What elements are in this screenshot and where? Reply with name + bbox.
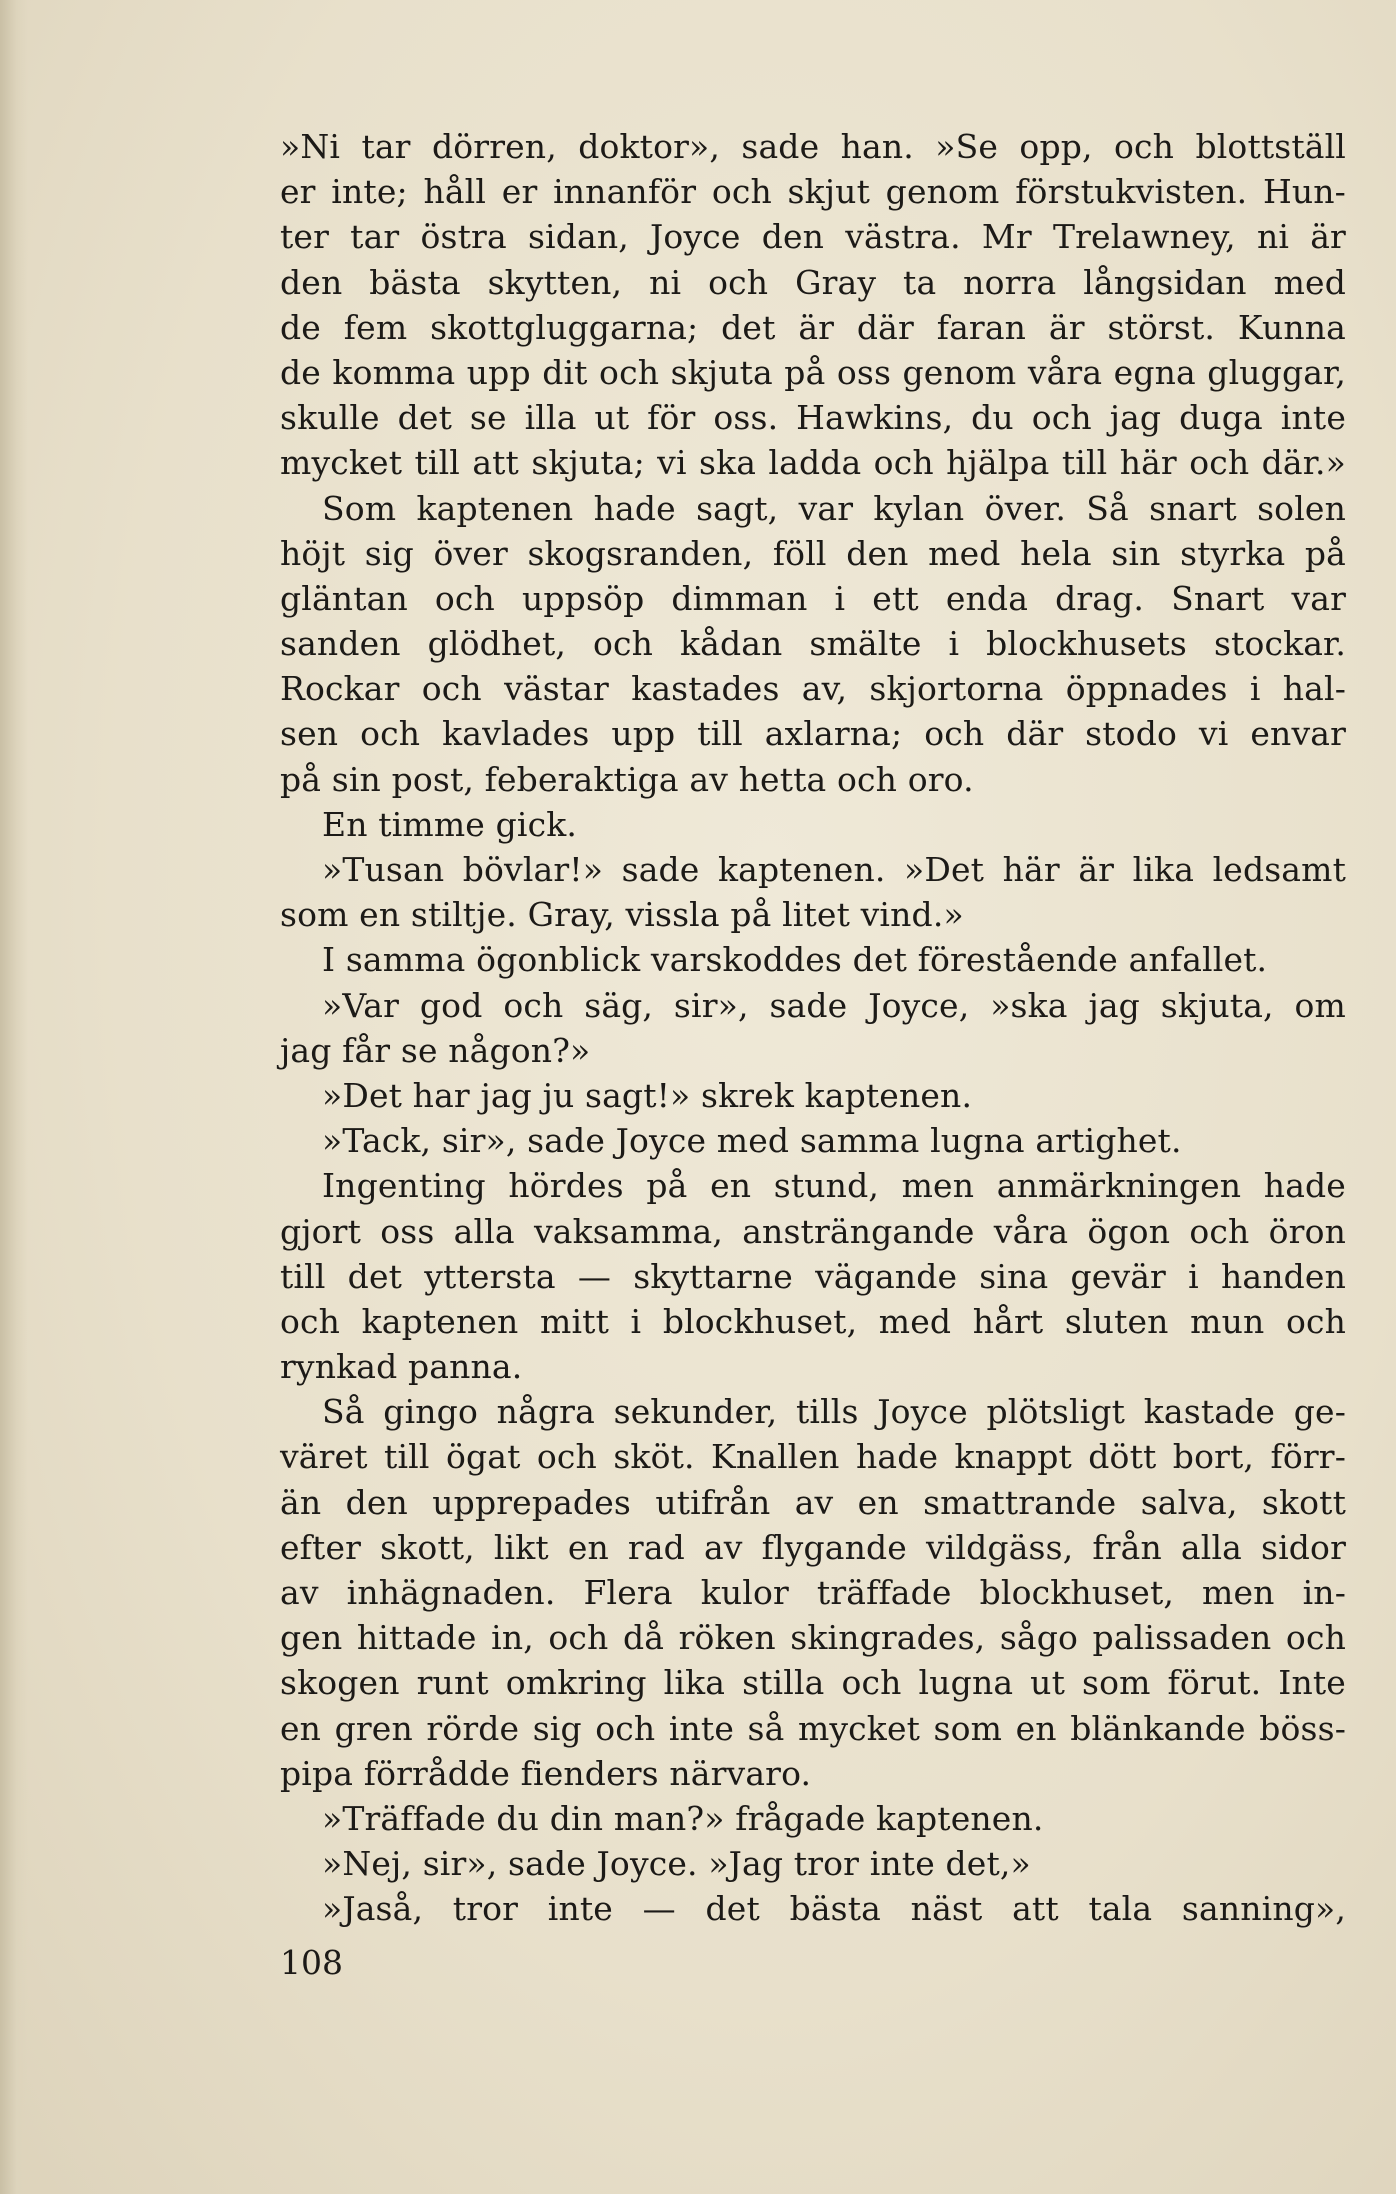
text-line: Så gingo några sekunder, tills Joyce plötsligt kastade ge- — [322, 1392, 1346, 1432]
text-line: Ingenting hördes på en stund, men anmärkningen hade — [322, 1166, 1346, 1206]
text-line: »Nej, sir», sade Joyce. »Jag tror inte det,» — [322, 1844, 1031, 1884]
text-line: Som kaptenen hade sagt, var kylan över. Så snart solen — [322, 488, 1346, 528]
text-line: En timme gick. — [322, 804, 577, 844]
text-line: mycket till att skjuta; vi ska ladda och hjälpa till här och där.» — [280, 443, 1346, 483]
text-line: som en stiltje. Gray, vissla på litet vind.» — [280, 895, 964, 935]
body-text — [280, 124, 1346, 1932]
text-line: gjort oss alla vaksamma, ansträngande våra ögon och öron — [280, 1211, 1346, 1251]
text-line: höjt sig över skogsranden, föll den med hela sin styrka på — [280, 533, 1346, 573]
text-line: I samma ögonblick varskoddes det förestående anfallet. — [322, 940, 1268, 980]
spine-shadow — [0, 0, 28, 2194]
text-line: »Det har jag ju sagt!» skrek kaptenen. — [322, 1075, 973, 1115]
text-line: sen och kavlades upp till axlarna; och där stodo vi envar — [280, 714, 1346, 754]
text-line: efter skott, likt en rad av flygande vildgäss, från alla sidor — [280, 1527, 1346, 1567]
text-line: pipa förrådde fienders närvaro. — [280, 1753, 812, 1793]
text-line: »Ni tar dörren, doktor», sade han. »Se opp, och blottställ — [280, 127, 1346, 166]
text-line: rynkad panna. — [280, 1347, 523, 1387]
text-line: av inhägnaden. Flera kulor träffade blockhuset, men in- — [280, 1573, 1346, 1612]
text-line: er inte; håll er innanför och skjut genom förstukvisten. Hun- — [280, 172, 1346, 212]
text-line: skogen runt omkring lika stilla och lugna ut som förut. Inte — [280, 1663, 1346, 1703]
text-line: jag får se någon?» — [280, 1030, 591, 1070]
text-line: ter tar östra sidan, Joyce den västra. Mr Trelawney, ni är — [280, 217, 1346, 257]
text-line: på sin post, feberaktiga av hetta och oro. — [280, 759, 974, 799]
text-line: gen hittade in, och då röken skingrades, sågo palissaden och — [280, 1618, 1346, 1658]
text-line: väret till ögat och sköt. Knallen hade knappt dött bort, förr- — [280, 1437, 1346, 1477]
text-line: de komma upp dit och skjuta på oss genom våra egna gluggar, — [280, 352, 1346, 392]
text-line: de fem skottgluggarna; det är där faran är störst. Kunna — [280, 307, 1346, 347]
text-line: »Tack, sir», sade Joyce med samma lugna artighet. — [322, 1121, 1182, 1161]
text-line: »Var god och säg, sir», sade Joyce, »ska jag skjuta, om — [322, 985, 1346, 1025]
text-line: en gren rörde sig och inte så mycket som en blänkande böss- — [280, 1708, 1346, 1748]
text-line: gläntan och uppsöp dimman i ett enda drag. Snart var — [280, 578, 1346, 618]
text-line: »Träffade du din man?» frågade kaptenen. — [322, 1798, 1044, 1838]
text-line: än den upprepades utifrån av en smattrande salva, skott — [280, 1482, 1346, 1522]
page-number: 108 — [280, 1943, 343, 1982]
text-line: den bästa skytten, ni och Gray ta norra långsidan med — [280, 262, 1346, 302]
text-line: och kaptenen mitt i blockhuset, med hårt sluten mun och — [280, 1301, 1346, 1341]
text-line: till det yttersta — skyttarne vägande sina gevär i handen — [280, 1256, 1346, 1296]
text-line: sanden glödhet, och kådan smälte i blockhusets stockar. — [280, 624, 1346, 664]
text-line: skulle det se illa ut för oss. Hawkins, du och jag duga inte — [280, 398, 1346, 438]
text-line: »Jaså, tror inte — det bästa näst att tala sanning», — [322, 1889, 1346, 1929]
text-line: Rockar och västar kastades av, skjortorna öppnades i hal- — [280, 669, 1346, 709]
text-line: »Tusan bövlar!» sade kaptenen. »Det här är lika ledsamt — [322, 850, 1346, 889]
